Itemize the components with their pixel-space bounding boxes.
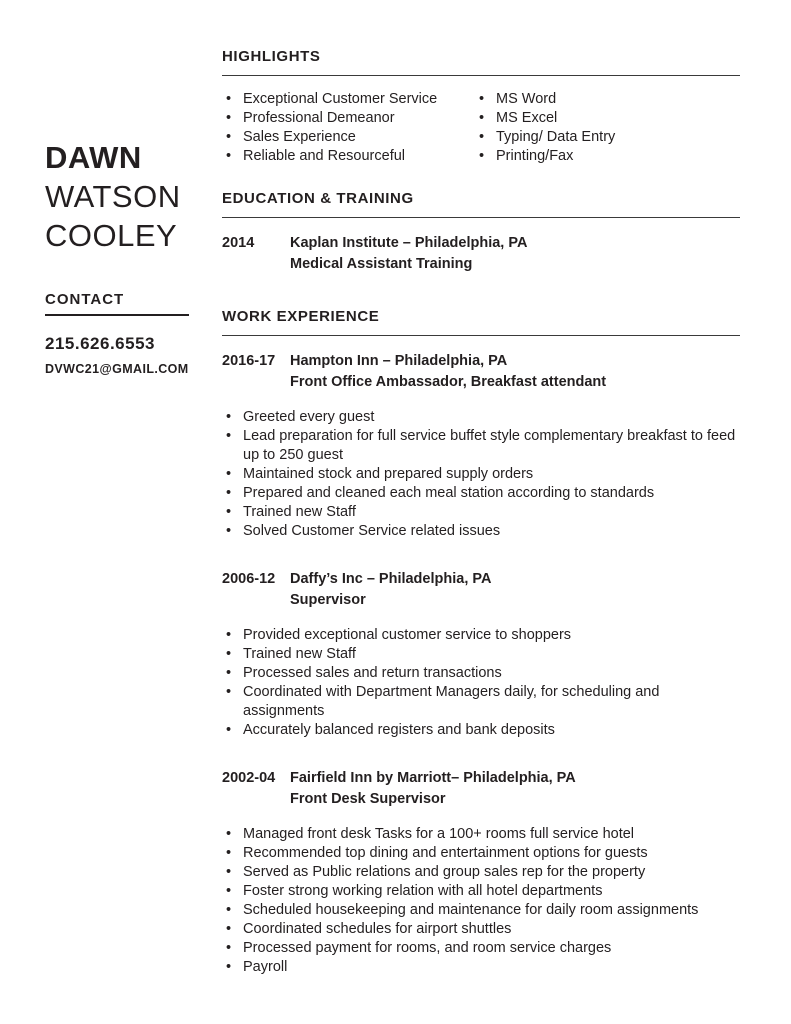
highlights-right-list [475,90,740,166]
name-line-last: COOLEY [45,218,178,253]
highlight-item: • Exceptional Customer Service [222,90,475,109]
highlight-item: • Professional Demeanor [222,109,475,128]
job-entry [222,569,740,740]
job-role: Front Desk Supervisor [290,790,446,807]
job-bullet: • Lead preparation for full service buffet style complementary breakfast to feed up to 250 guest [222,427,740,465]
job-bullet: • Scheduled housekeeping and maintenance for daily room assignments [222,901,740,920]
job-head [222,569,740,590]
education-program: Medical Assistant Training [290,255,473,272]
job-years: 2016-17 [222,353,276,369]
job-entry [222,351,740,541]
job-bullet: • Managed front desk Tasks for a 100+ rooms full service hotel [222,825,740,844]
name-line-first: DAWN [45,140,142,175]
name-line-middle: WATSON [45,179,181,214]
work-heading: WORK EXPERIENCE [222,308,380,325]
job-bullet: • Trained new Staff [222,645,740,664]
highlights-section [222,48,740,166]
job-role: Supervisor [290,591,366,608]
highlight-item: • MS Word [475,90,740,109]
highlight-item: • Typing/ Data Entry [475,128,740,147]
job-role: Front Office Ambassador, Breakfast attendant [290,373,607,390]
job-head [222,768,740,789]
job-bullet: • Prepared and cleaned each meal station according to standards [222,484,740,503]
job-bullet: • Trained new Staff [222,503,740,522]
job-bullet: • Greeted every guest [222,408,740,427]
education-rule [222,217,740,218]
job-company: Daffy’s Inc – Philadelphia, PA [290,571,492,587]
work-rule [222,335,740,336]
education-school: Kaplan Institute – Philadelphia, PA [290,235,528,251]
job-bullet-list [222,626,740,740]
highlight-item: • Sales Experience [222,128,475,147]
email-address: DVWC21@GMAIL.COM [45,362,189,376]
job-bullet-list [222,408,740,541]
job-bullet: • Solved Customer Service related issues [222,522,740,541]
job-head [222,351,740,372]
job-bullet: • Processed sales and return transactions [222,664,740,683]
education-section [222,190,740,274]
job-company: Fairfield Inn by Marriott– Philadelphia, PA [290,770,576,786]
education-entry-head [222,233,740,254]
job-company: Hampton Inn – Philadelphia, PA [290,353,508,369]
job-bullet: • Payroll [222,958,740,977]
job-bullet-list [222,825,740,977]
job-bullet: • Provided exceptional customer service to shoppers [222,626,740,645]
job-bullet: • Recommended top dining and entertainment options for guests [222,844,740,863]
highlight-item: • Reliable and Resourceful [222,147,475,166]
highlight-item: • MS Excel [475,109,740,128]
highlight-item: • Printing/Fax [475,147,740,166]
job-bullet: • Processed payment for rooms, and room service charges [222,939,740,958]
job-bullet: • Coordinated schedules for airport shuttles [222,920,740,939]
job-entry [222,768,740,977]
job-years: 2002-04 [222,770,276,786]
phone-number: 215.626.6553 [45,334,155,353]
person-name [45,138,210,255]
highlights-columns [222,90,740,166]
contact-rule [45,314,189,316]
sidebar [45,138,210,376]
contact-heading: CONTACT [45,291,125,308]
job-bullet: • Foster strong working relation with all hotel departments [222,882,740,901]
contact-section [45,291,210,376]
highlights-rule [222,75,740,76]
job-bullet: • Coordinated with Department Managers daily, for scheduling and assignments [222,683,740,721]
job-bullet: • Accurately balanced registers and bank deposits [222,721,740,740]
work-experience-section [222,308,740,977]
job-years: 2006-12 [222,571,276,587]
job-bullet: • Served as Public relations and group sales rep for the property [222,863,740,882]
education-heading: EDUCATION & TRAINING [222,190,414,207]
job-bullet: • Maintained stock and prepared supply orders [222,465,740,484]
highlights-left-list [222,90,475,166]
highlights-heading: HIGHLIGHTS [222,48,321,65]
education-year: 2014 [222,235,255,251]
education-entry [222,233,740,274]
main-column [222,48,740,977]
